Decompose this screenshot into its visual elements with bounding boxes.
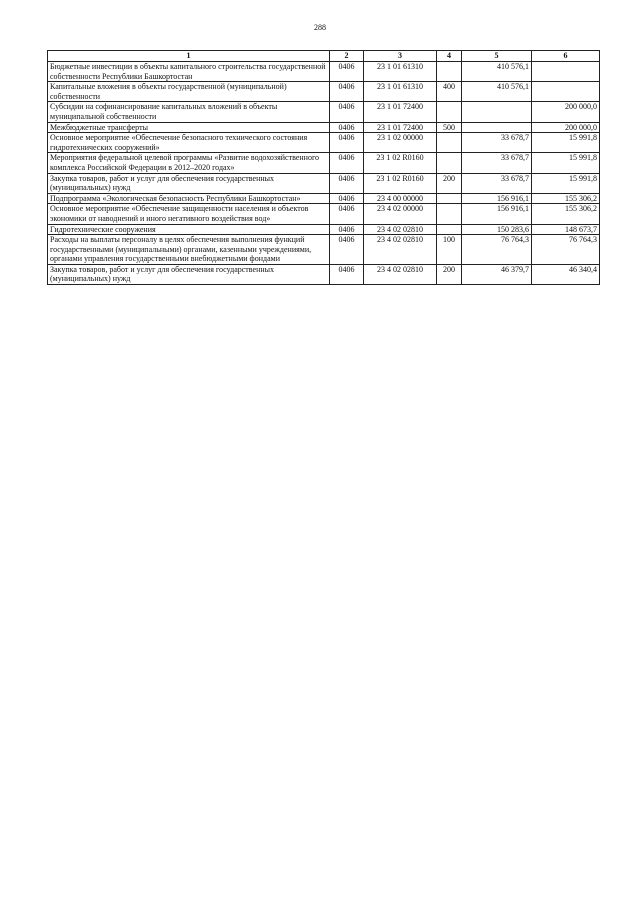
row-code-cell: 23 4 00 00000: [364, 193, 437, 204]
row-code-cell: 23 4 02 02810: [364, 264, 437, 284]
page-number: 288: [314, 23, 326, 32]
row-name-cell: Субсидии на софинансирование капитальных вложений в объекты муниципальной собственности: [48, 102, 330, 122]
row-code-cell: 23 4 02 00000: [364, 204, 437, 224]
row-section-cell: 0406: [330, 224, 364, 235]
row-name-cell: Межбюджетные трансферты: [48, 122, 330, 133]
row-code-cell: 23 1 01 61310: [364, 82, 437, 102]
row-code-cell: 23 4 02 02810: [364, 224, 437, 235]
row-name-cell: Основное мероприятие «Обеспечение защищенности населения и объектов экономики от наводнений и иного негативного воздействия вод»: [48, 204, 330, 224]
header-col-1: 1: [48, 51, 330, 62]
row-value-col5-cell: 156 916,1: [462, 204, 532, 224]
row-value-col5-cell: 410 576,1: [462, 82, 532, 102]
row-section-cell: 0406: [330, 193, 364, 204]
row-type-cell: [437, 204, 462, 224]
header-col-3: 3: [364, 51, 437, 62]
row-type-cell: [437, 102, 462, 122]
row-code-cell: 23 1 01 72400: [364, 102, 437, 122]
row-value-col5-cell: 156 916,1: [462, 193, 532, 204]
table-row: [48, 102, 600, 122]
row-section-cell: 0406: [330, 133, 364, 153]
row-section-cell: 0406: [330, 235, 364, 265]
row-code-cell: 23 1 01 72400: [364, 122, 437, 133]
row-section-cell: 0406: [330, 62, 364, 82]
table-row: [48, 62, 600, 82]
table-row: [48, 153, 600, 173]
row-value-col5-cell: 410 576,1: [462, 62, 532, 82]
row-value-col6-cell: [532, 82, 600, 102]
row-value-col5-cell: [462, 102, 532, 122]
row-value-col6-cell: 200 000,0: [532, 122, 600, 133]
table-row: [48, 204, 600, 224]
table-row: [48, 122, 600, 133]
row-value-col6-cell: 200 000,0: [532, 102, 600, 122]
table-header-row: [48, 51, 600, 62]
row-code-cell: 23 1 02 R0160: [364, 153, 437, 173]
row-name-cell: Гидротехнические сооружения: [48, 224, 330, 235]
row-value-col5-cell: 150 283,6: [462, 224, 532, 235]
row-value-col5-cell: 46 379,7: [462, 264, 532, 284]
row-section-cell: 0406: [330, 204, 364, 224]
header-col-6: 6: [532, 51, 600, 62]
row-value-col5-cell: 33 678,7: [462, 133, 532, 153]
row-section-cell: 0406: [330, 173, 364, 193]
table-row: [48, 224, 600, 235]
row-value-col6-cell: 155 306,2: [532, 193, 600, 204]
table-row: [48, 133, 600, 153]
table-row: [48, 264, 600, 284]
row-value-col6-cell: 46 340,4: [532, 264, 600, 284]
row-section-cell: 0406: [330, 264, 364, 284]
row-type-cell: [437, 62, 462, 82]
row-value-col6-cell: 15 991,8: [532, 173, 600, 193]
row-value-col6-cell: 15 991,8: [532, 153, 600, 173]
row-type-cell: [437, 224, 462, 235]
row-code-cell: 23 4 02 02810: [364, 235, 437, 265]
header-col-2: 2: [330, 51, 364, 62]
row-name-cell: Основное мероприятие «Обеспечение безопасного технического состояния гидротехнических сооружений»: [48, 133, 330, 153]
row-section-cell: 0406: [330, 82, 364, 102]
table-row: [48, 193, 600, 204]
row-name-cell: Подпрограмма «Экологическая безопасность Республики Башкортостан»: [48, 193, 330, 204]
row-type-cell: 200: [437, 264, 462, 284]
row-code-cell: 23 1 02 00000: [364, 133, 437, 153]
row-value-col6-cell: 148 673,7: [532, 224, 600, 235]
row-value-col5-cell: [462, 122, 532, 133]
row-type-cell: 400: [437, 82, 462, 102]
row-section-cell: 0406: [330, 102, 364, 122]
table-body: [48, 62, 600, 285]
row-type-cell: [437, 153, 462, 173]
row-type-cell: 200: [437, 173, 462, 193]
row-name-cell: Бюджетные инвестиции в объекты капитального строительства государственной собственности Республики Башкортостан: [48, 62, 330, 82]
row-value-col5-cell: 33 678,7: [462, 153, 532, 173]
row-value-col6-cell: 15 991,8: [532, 133, 600, 153]
row-name-cell: Мероприятия федеральной целевой программы «Развитие водохозяйственного комплекса Российской Федерации в 2012–2020 годах»: [48, 153, 330, 173]
table-row: [48, 173, 600, 193]
row-name-cell: Капитальные вложения в объекты государственной (муниципальной) собственности: [48, 82, 330, 102]
row-section-cell: 0406: [330, 122, 364, 133]
row-name-cell: Расходы на выплаты персоналу в целях обеспечения выполнения функций государственными (муниципальными) органами, казенными учреждениями, органами управления государственными внебюджетными фондами: [48, 235, 330, 265]
row-section-cell: 0406: [330, 153, 364, 173]
row-type-cell: 100: [437, 235, 462, 265]
row-name-cell: Закупка товаров, работ и услуг для обеспечения государственных (муниципальных) нужд: [48, 173, 330, 193]
row-code-cell: 23 1 01 61310: [364, 62, 437, 82]
row-value-col5-cell: 76 764,3: [462, 235, 532, 265]
row-value-col6-cell: 155 306,2: [532, 204, 600, 224]
row-type-cell: 500: [437, 122, 462, 133]
row-name-cell: Закупка товаров, работ и услуг для обеспечения государственных (муниципальных) нужд: [48, 264, 330, 284]
row-value-col5-cell: 33 678,7: [462, 173, 532, 193]
table-row: [48, 235, 600, 265]
header-col-4: 4: [437, 51, 462, 62]
row-code-cell: 23 1 02 R0160: [364, 173, 437, 193]
header-col-5: 5: [462, 51, 532, 62]
row-type-cell: [437, 133, 462, 153]
table-row: [48, 82, 600, 102]
row-type-cell: [437, 193, 462, 204]
row-value-col6-cell: [532, 62, 600, 82]
budget-table: [47, 50, 600, 285]
row-value-col6-cell: 76 764,3: [532, 235, 600, 265]
